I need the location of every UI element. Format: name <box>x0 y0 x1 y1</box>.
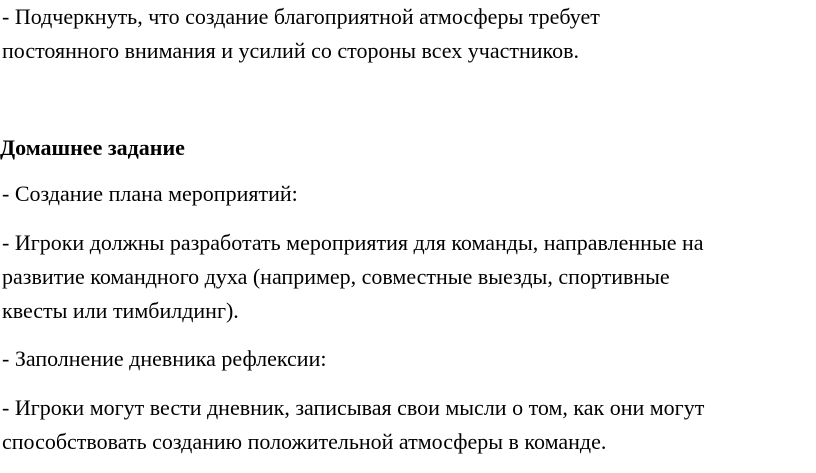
intro-text-line-2: постоянного внимания и усилий со стороны всех участников. <box>2 38 579 63</box>
homework-heading: Домашнее задание <box>0 135 185 160</box>
diary-detail-line-2: способствовать созданию положительной атмосферы в команде. <box>2 429 607 454</box>
plan-detail-line-3: квесты или тимбилдинг). <box>2 298 239 323</box>
plan-item-title: - Создание плана мероприятий: <box>2 181 298 206</box>
diary-detail-line-1: - Игроки могут вести дневник, записывая свои мысли о том, как они могут <box>2 395 705 420</box>
diary-item-title: - Заполнение дневника рефлексии: <box>2 346 327 371</box>
plan-detail-line-1: - Игроки должны разработать мероприятия для команды, направленные на <box>2 230 704 255</box>
intro-text-line-1: - Подчеркнуть, что создание благоприятной атмосферы требует <box>2 4 600 29</box>
plan-detail-line-2: развитие командного духа (например, совместные выезды, спортивные <box>2 264 670 289</box>
